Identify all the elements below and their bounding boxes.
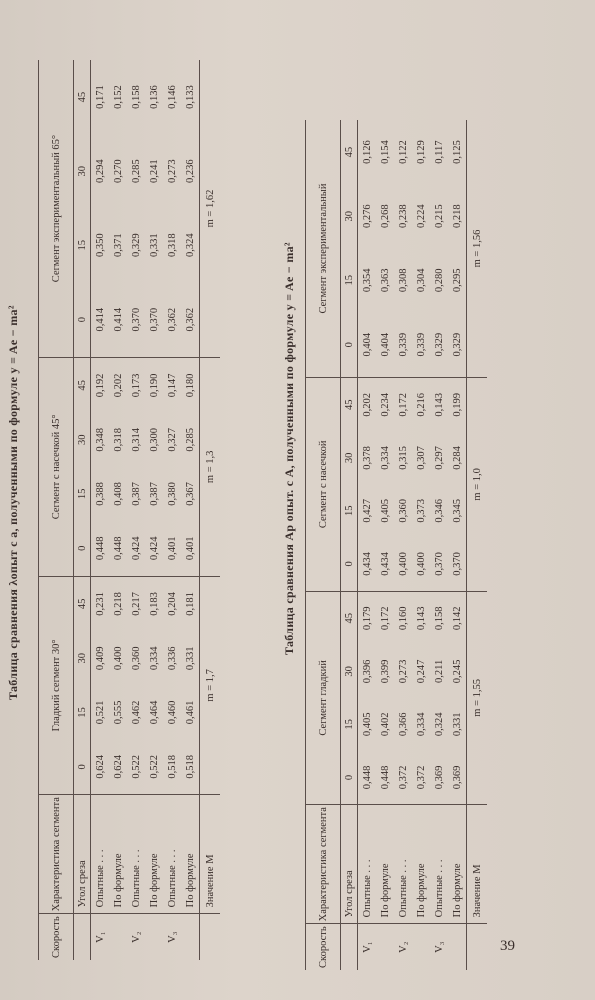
value-cell: 0,276 [361,204,373,229]
m-label: Значение M [467,805,488,924]
row-label: По формуле [181,795,200,914]
value-cell: 0,414 [91,282,110,357]
angle-cell: 0 [74,521,91,576]
value-cell: 0,522 [145,740,163,795]
value-cell: 0,387 [148,482,160,506]
value-cell: 0,369 [430,751,448,805]
char-header: Характеристика сегмента [306,805,341,924]
value-cell: 0,460 [166,700,178,725]
row-label: Опытные . . . [163,795,181,914]
value-cell: 0,268 [379,204,391,229]
value-cell: 0,285 [130,159,142,183]
value-cell: 0,399 [379,659,391,684]
value-cell: 0,345 [451,498,463,523]
table-row [412,120,430,970]
angle-cell: 0 [74,740,91,795]
row-label: Опытные . . . [91,795,110,914]
value-cell: 0,404 [358,312,377,377]
value-cell: 0,348 [94,427,106,452]
value-cell: 0,129 [415,140,427,164]
row-label: Опытные . . . [358,805,377,924]
table-row [163,60,181,960]
m-value: m = 1,56 [467,120,488,378]
angle-cell: 0 [341,537,358,591]
value-cell: 0,373 [415,498,427,523]
value-cell: 0,285 [184,427,196,452]
value-cell: 0,199 [451,392,463,417]
value-cell: 0,339 [394,312,412,377]
value-cell: 0,125 [451,140,463,164]
value-cell: 0,324 [433,712,445,737]
value-cell: 0,172 [397,392,409,417]
value-cell: 0,215 [433,204,445,229]
value-cell: 0,464 [148,700,160,725]
value-cell: 0,400 [412,537,430,591]
value-cell: 0,147 [166,373,178,398]
value-cell: 0,518 [163,740,181,795]
value-cell: 0,380 [166,482,178,506]
value-cell: 0,143 [433,392,445,417]
value-cell: 0,518 [181,740,200,795]
value-cell: 0,154 [379,140,391,164]
value-cell: 0,371 [112,233,124,258]
angle-cell: 30 [341,645,358,698]
table1-title: Таблица сравнения λопыт с a, полученными по формуле y = Ae − ma² [6,305,20,700]
value-cell: 0,173 [130,373,142,398]
value-cell: 0,448 [358,751,377,805]
value-cell: 0,158 [433,606,445,631]
value-cell: 0,218 [112,592,124,616]
value-cell: 0,448 [376,751,394,805]
value-cell: 0,424 [127,521,145,576]
value-cell: 0,405 [379,498,391,523]
speed-cell [448,924,467,970]
value-cell: 0,308 [397,268,409,293]
table2-title: Таблица сравнения Ap опыт. с A, полученными по формуле y = Ae − ma² [282,242,296,655]
angle-label: Угол среза [74,795,91,914]
row-label: Опытные . . . [394,805,412,924]
speed-cell: V₂ [130,931,142,943]
value-cell: 0,234 [379,392,391,417]
value-cell: 0,462 [130,700,142,725]
value-cell: 0,280 [433,268,445,293]
speed-cell [376,924,394,970]
m-value: m = 1,55 [467,591,488,805]
row-label: Опытные . . . [430,805,448,924]
row-label: По формуле [109,795,127,914]
value-cell: 0,273 [397,659,409,684]
angle-cell: 30 [74,631,91,685]
speed-header: Скорость [39,914,74,960]
value-cell: 0,142 [451,606,463,631]
value-cell: 0,354 [361,268,373,293]
value-cell: 0,346 [433,498,445,523]
value-cell: 0,295 [451,268,463,293]
value-cell: 0,434 [376,537,394,591]
m-label: Значение M [200,795,221,914]
value-cell: 0,143 [415,606,427,631]
value-cell: 0,372 [394,751,412,805]
value-cell: 0,183 [148,592,160,616]
value-cell: 0,158 [130,85,142,109]
value-cell: 0,370 [127,282,145,357]
value-cell: 0,409 [94,646,106,671]
value-cell: 0,190 [148,373,160,398]
value-cell: 0,160 [397,606,409,631]
angle-cell: 0 [341,751,358,805]
value-cell: 0,122 [397,140,409,164]
value-cell: 0,315 [397,446,409,470]
speed-cell: V₁ [94,931,106,943]
table-row [181,60,200,960]
m-value: m = 1,7 [200,576,221,795]
row-label: По формуле [448,805,467,924]
angle-cell: 15 [74,685,91,739]
value-cell: 0,370 [430,537,448,591]
table-row [430,120,448,970]
value-cell: 0,300 [148,427,160,452]
value-cell: 0,555 [112,700,124,725]
value-cell: 0,401 [163,521,181,576]
value-cell: 0,521 [94,700,106,725]
value-cell: 0,216 [415,392,427,417]
value-cell: 0,304 [415,268,427,293]
value-cell: 0,126 [361,140,373,164]
value-cell: 0,180 [184,373,196,398]
value-cell: 0,363 [379,268,391,293]
speed-cell: V₂ [397,941,409,953]
table-row [145,60,163,960]
segment-header: Сегмент с насечкой 45° [39,358,74,577]
value-cell: 0,408 [112,482,124,506]
segment-header: Сегмент экспериментальный [306,120,341,378]
value-cell: 0,400 [394,537,412,591]
value-cell: 0,236 [184,159,196,183]
value-cell: 0,218 [451,204,463,229]
value-cell: 0,448 [109,521,127,576]
table-row [127,60,145,960]
value-cell: 0,402 [379,712,391,737]
value-cell: 0,362 [163,282,181,357]
value-cell: 0,334 [415,712,427,737]
value-cell: 0,136 [148,85,160,109]
value-cell: 0,297 [433,446,445,470]
table2-body [358,120,467,970]
value-cell: 0,400 [112,646,124,671]
value-cell: 0,624 [109,740,127,795]
speed-cell [412,924,430,970]
angle-cell: 15 [341,698,358,751]
table-row [358,120,377,970]
value-cell: 0,247 [415,659,427,684]
angle-cell: 45 [341,378,358,432]
segment-header: Сегмент гладкий [306,591,341,805]
value-cell: 0,369 [448,751,467,805]
value-cell: 0,366 [397,712,409,737]
row-label: По формуле [145,795,163,914]
char-header: Характеристика сегмента [39,795,74,914]
angle-cell: 45 [74,576,91,631]
value-cell: 0,448 [91,521,110,576]
value-cell: 0,360 [130,646,142,671]
value-cell: 0,152 [112,85,124,109]
angle-cell: 15 [341,484,358,537]
value-cell: 0,224 [415,204,427,229]
value-cell: 0,146 [166,85,178,109]
speed-cell [109,914,127,960]
value-cell: 0,273 [166,159,178,183]
angle-cell: 30 [341,184,358,248]
value-cell: 0,284 [451,446,463,470]
value-cell: 0,331 [184,646,196,671]
value-cell: 0,401 [181,521,200,576]
value-cell: 0,329 [448,312,467,377]
value-cell: 0,318 [166,233,178,258]
value-cell: 0,334 [148,646,160,671]
value-cell: 0,331 [451,712,463,737]
angle-cell: 45 [341,591,358,645]
value-cell: 0,405 [361,712,373,737]
value-cell: 0,387 [130,482,142,506]
page-number: 39 [500,938,515,954]
value-cell: 0,434 [358,537,377,591]
value-cell: 0,404 [376,312,394,377]
value-cell: 0,241 [148,159,160,183]
value-cell: 0,202 [361,392,373,417]
value-cell: 0,318 [112,427,124,452]
value-cell: 0,270 [112,159,124,183]
value-cell: 0,238 [397,204,409,229]
angle-cell: 15 [74,208,91,282]
m-value: m = 1,3 [200,358,221,577]
value-cell: 0,427 [361,498,373,523]
value-cell: 0,370 [448,537,467,591]
value-cell: 0,324 [184,233,196,258]
value-cell: 0,294 [94,159,106,183]
value-cell: 0,624 [91,740,110,795]
table-row [109,60,127,960]
angle-cell: 0 [74,282,91,357]
value-cell: 0,117 [433,140,445,164]
value-cell: 0,360 [397,498,409,523]
value-cell: 0,231 [94,592,106,616]
angle-cell: 30 [341,431,358,484]
value-cell: 0,461 [184,700,196,725]
value-cell: 0,367 [184,482,196,506]
speed-cell [145,914,163,960]
value-cell: 0,339 [412,312,430,377]
row-label: По формуле [376,805,394,924]
angle-cell: 30 [74,134,91,208]
m-value: m = 1,0 [467,378,488,592]
table-row [448,120,467,970]
table1 [38,60,220,960]
table-row [394,120,412,970]
value-cell: 0,331 [148,233,160,258]
value-cell: 0,378 [361,446,373,470]
segment-header: Гладкий сегмент 30° [39,576,74,795]
value-cell: 0,372 [412,751,430,805]
value-cell: 0,245 [451,659,463,684]
angle-cell: 30 [74,413,91,467]
value-cell: 0,329 [130,233,142,258]
value-cell: 0,314 [130,427,142,452]
value-cell: 0,307 [415,446,427,470]
value-cell: 0,370 [145,282,163,357]
value-cell: 0,179 [361,606,373,631]
segment-header: Сегмент экспериментальный 65° [39,60,74,358]
row-label: По формуле [412,805,430,924]
table-row [91,60,110,960]
m-value: m = 1,62 [200,60,221,358]
value-cell: 0,204 [166,592,178,616]
value-cell: 0,171 [94,85,106,109]
angle-cell: 45 [341,120,358,184]
speed-cell [181,914,200,960]
speed-header: Скорость [306,924,341,970]
speed-cell: V₃ [433,941,445,953]
speed-cell: V₃ [166,931,178,943]
angle-cell: 45 [74,60,91,134]
value-cell: 0,362 [181,282,200,357]
value-cell: 0,217 [130,592,142,616]
value-cell: 0,133 [184,85,196,109]
value-cell: 0,192 [94,373,106,398]
angle-cell: 0 [341,312,358,377]
row-label: Опытные . . . [127,795,145,914]
value-cell: 0,522 [127,740,145,795]
table2 [305,120,487,970]
value-cell: 0,202 [112,373,124,398]
value-cell: 0,336 [166,646,178,671]
segment-header: Сегмент с насечкой [306,378,341,592]
value-cell: 0,334 [379,446,391,470]
speed-cell: V₁ [361,941,373,953]
angle-cell: 15 [341,248,358,312]
angle-label: Угол среза [341,805,358,924]
value-cell: 0,327 [166,427,178,452]
value-cell: 0,172 [379,606,391,631]
value-cell: 0,396 [361,659,373,684]
value-cell: 0,388 [94,482,106,506]
value-cell: 0,350 [94,233,106,258]
value-cell: 0,424 [145,521,163,576]
value-cell: 0,329 [430,312,448,377]
table1-body [91,60,200,960]
value-cell: 0,181 [184,592,196,616]
table-row [376,120,394,970]
value-cell: 0,414 [109,282,127,357]
angle-cell: 15 [74,467,91,521]
angle-cell: 45 [74,358,91,413]
value-cell: 0,211 [433,659,445,684]
